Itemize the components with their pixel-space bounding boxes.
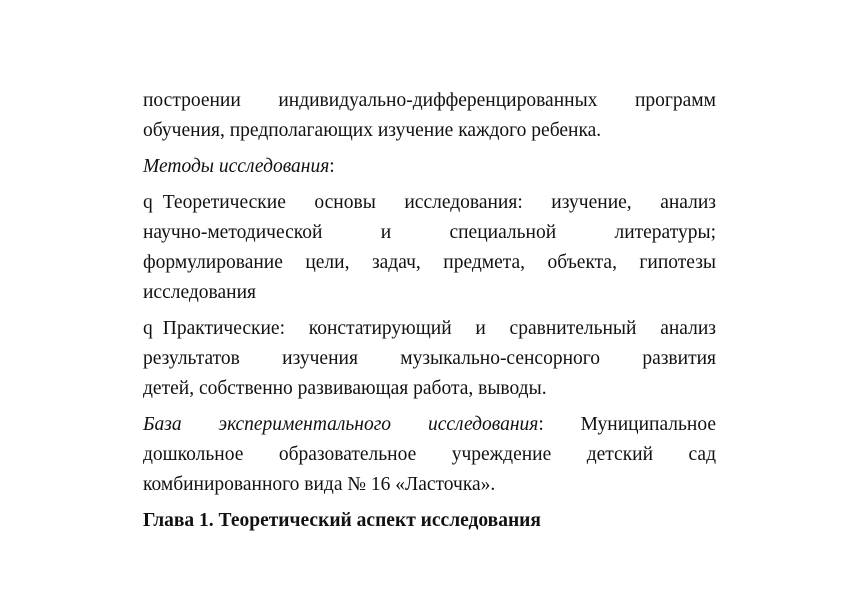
chapter-heading: Глава 1. Теоретический аспект исследования (143, 510, 541, 531)
intro-line-2: обучения, предполагающих изучение каждого ребенка. (143, 120, 602, 141)
bullet-practical-text-1: Практические: констатирующий и сравнительный анализ (162, 318, 716, 339)
base-paragraph (143, 410, 716, 500)
bullet-marker: q (143, 318, 153, 339)
document-page (143, 86, 716, 542)
bullet-theoretical-line-2: научно-методической и специальной литературы; (143, 222, 716, 243)
bullet-theoretical-line-4: исследования (143, 282, 256, 303)
methods-label: Методы исследования (143, 156, 330, 177)
bullet-marker: q (143, 192, 153, 213)
bullet-theoretical-line-1 (143, 188, 716, 218)
bullet-practical (143, 314, 716, 404)
bullet-practical-line-2: результатов изучения музыкально-сенсорного развития (143, 348, 716, 369)
base-text-1: Муниципальное (543, 414, 716, 435)
intro-paragraph (143, 86, 716, 146)
bullet-practical-line-1 (143, 314, 716, 344)
bullet-theoretical-text-1: Теоретические основы исследования: изучение, анализ (162, 192, 716, 213)
base-line-3: комбинированного вида № 16 «Ласточка». (143, 474, 496, 495)
bullet-theoretical (143, 188, 716, 308)
bullet-theoretical-line-3: формулирование цели, задач, предмета, объекта, гипотезы (143, 252, 716, 273)
base-label: База экспериментального исследования (143, 414, 539, 435)
methods-colon: : (329, 156, 335, 177)
base-line-1 (143, 410, 716, 440)
bullet-practical-line-3: детей, собственно развивающая работа, выводы. (143, 378, 547, 399)
methods-heading (143, 152, 716, 182)
base-colon: : (538, 414, 544, 435)
intro-line-1: построении индивидуально-дифференцированных программ (143, 90, 716, 111)
base-line-2: дошкольное образовательное учреждение детский сад (143, 444, 716, 465)
